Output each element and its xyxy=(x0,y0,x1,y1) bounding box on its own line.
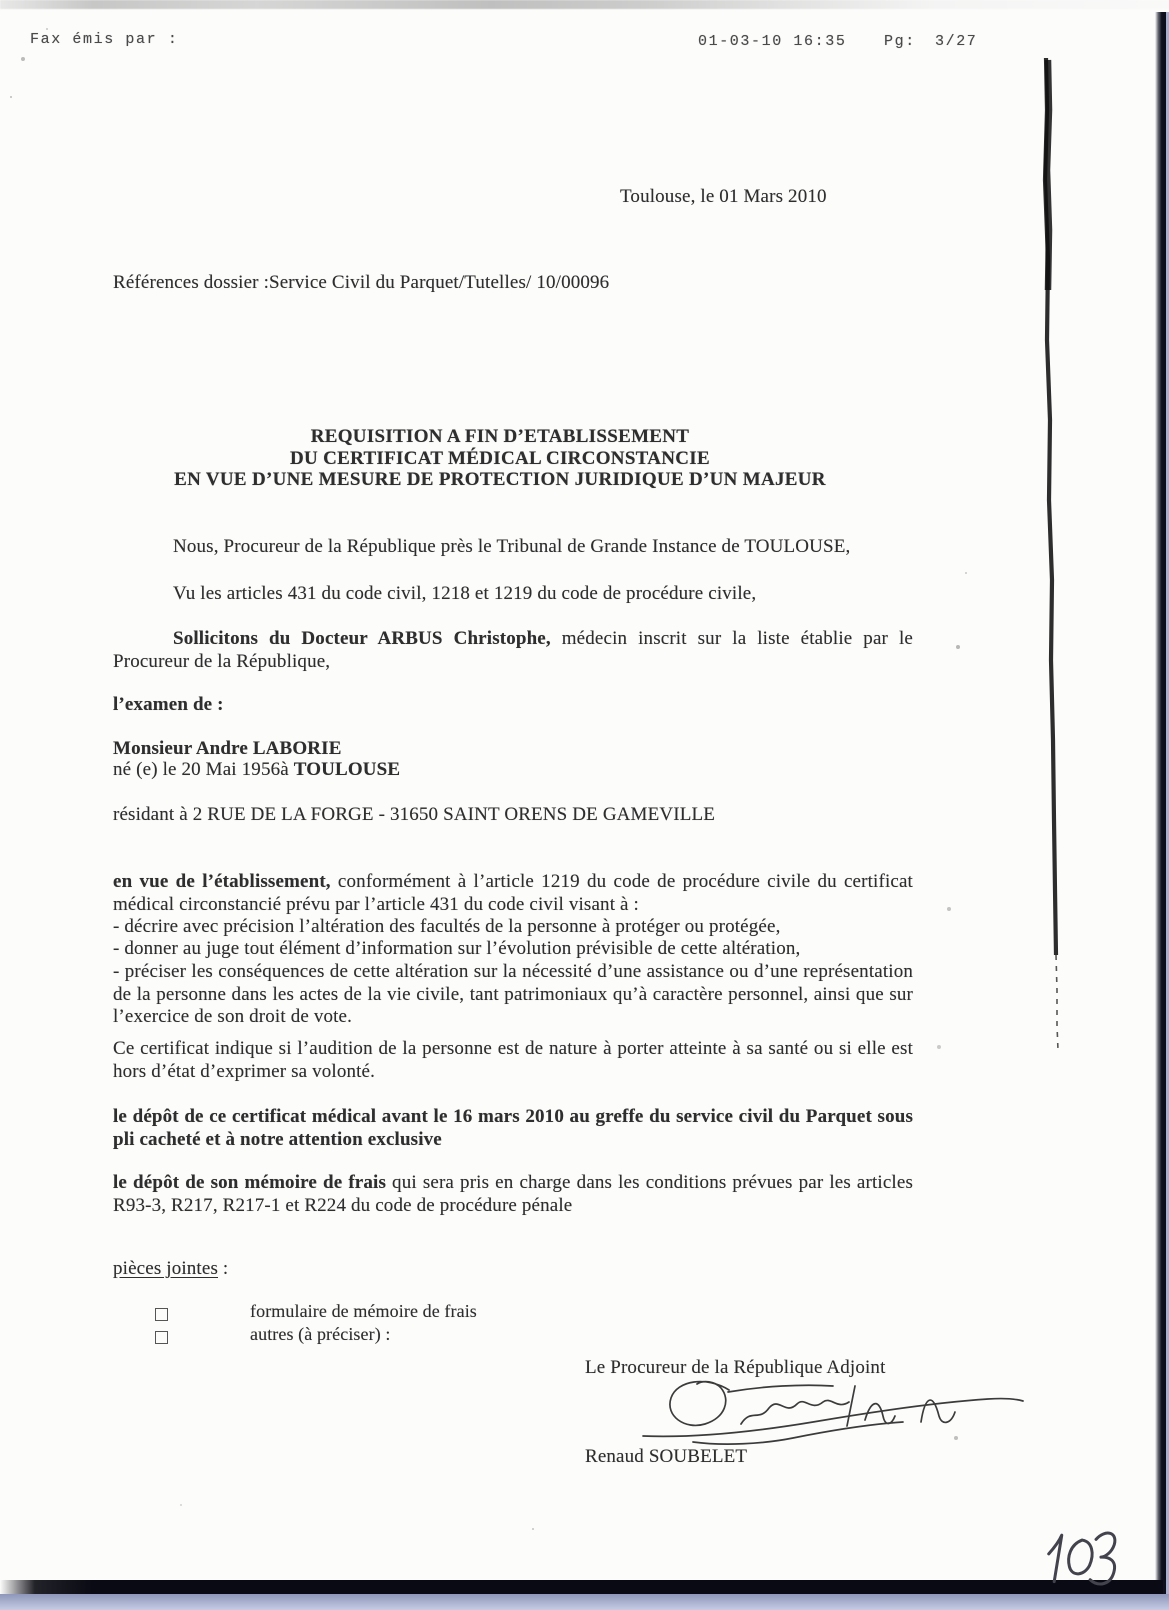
bullet-decrire: - décrire avec précision l’altération des facultés de la personne à protéger ou protégée, xyxy=(113,916,781,937)
pieces-jointes-colon: : xyxy=(218,1258,229,1279)
paragraph-vu: Vu les articles 431 du code civil, 1218 et 1219 du code de procédure civile, xyxy=(173,583,757,604)
reference-line: Références dossier :Service Civil du Parquet/Tutelles/ 10/00096 xyxy=(113,272,610,293)
paragraph-nous: Nous, Procureur de la République près le Tribunal de Grande Instance de TOULOUSE, xyxy=(173,536,851,557)
paragraph-certificat: Ce certificat indique si l’audition de la personne est de nature à porter atteinte à sa santé ou si elle est hors d’état d’exprimer sa volonté. xyxy=(113,1038,913,1082)
scan-artifact-bottom-edge xyxy=(0,1580,1163,1594)
signature-name: Renaud SOUBELET xyxy=(585,1446,748,1467)
sollicitons-normal-run: médecin inscrit sur la liste établie par le Procureur de la République, xyxy=(113,628,913,672)
checkbox-icon xyxy=(155,1308,168,1321)
fax-sender-label: Fax émis par : xyxy=(30,31,179,48)
en-vue-normal-run: conformément à l’article 1219 du code de procédure civile du certificat médical circonstancié prévu par l’article 431 du code civil visant à : xyxy=(113,871,913,915)
depot-memoire-normal-run: qui sera pris en charge dans les conditions prévues par les articles R93-3, R217, R217-1 et R224 du code de procédure pénale xyxy=(113,1172,913,1216)
paragraph-depot-memoire xyxy=(113,1172,913,1217)
handwritten-signature xyxy=(633,1372,1033,1452)
handwritten-page-number xyxy=(1036,1524,1131,1593)
attachment-row-autres xyxy=(155,1324,391,1347)
bullet-preciser: - préciser les conséquences de cette altération sur la nécessité d’une assistance ou d’une représentation de la personne dans les actes de la vie civile, tant patrimoniaux qu’à caractère personnel, ainsi que sur l’exercice de son droit de vote. xyxy=(113,961,913,1027)
birth-line xyxy=(113,759,913,782)
paragraph-sollicitons xyxy=(113,628,913,673)
bullet-donner: - donner au juge tout élément d’information sur l’évolution prévisible de cette altération, xyxy=(113,938,801,959)
attachment-row-formulaire xyxy=(155,1301,477,1324)
fax-page-label: Pg: xyxy=(884,33,916,50)
fax-datetime: 01-03-10 16:35 xyxy=(698,33,847,50)
sollicitons-bold-run: Sollicitons du Docteur ARBUS Christophe, xyxy=(173,628,551,649)
paragraph-examen: l’examen de : xyxy=(113,694,224,715)
scan-artifact-vertical-line xyxy=(1040,50,1070,1055)
document-title xyxy=(0,426,1000,491)
signature-title: Le Procureur de la République Adjoint xyxy=(585,1357,886,1378)
pieces-jointes-heading xyxy=(113,1258,913,1281)
person-name: Monsieur Andre LABORIE xyxy=(113,738,342,759)
scan-artifact-right-edge xyxy=(1155,12,1166,1596)
title-line-1: REQUISITION A FIN D’ETABLISSEMENT xyxy=(310,426,690,447)
city-date-line: Toulouse, le 01 Mars 2010 xyxy=(620,186,827,207)
title-line-2: DU CERTIFICAT MÉDICAL CIRCONSTANCIE xyxy=(290,447,710,469)
paragraph-depot-certificat: le dépôt de ce certificat médical avant le 16 mars 2010 au greffe du service civil du Parquet sous pli cacheté et à notre attention exclusive xyxy=(113,1106,913,1150)
depot-memoire-bold-run: le dépôt de son mémoire de frais xyxy=(113,1172,387,1193)
checkbox-icon xyxy=(155,1331,168,1344)
birth-city-run: TOULOUSE xyxy=(293,759,401,780)
attachment-label: formulaire de mémoire de frais xyxy=(250,1301,477,1321)
scan-specks xyxy=(0,0,2,2)
birth-prefix-run: né (e) le 20 Mai 1956à xyxy=(113,759,294,780)
fax-page-number: 3/27 xyxy=(935,33,978,50)
scan-artifact-top-band xyxy=(0,0,1169,9)
pieces-jointes-label: pièces jointes xyxy=(113,1258,218,1279)
scan-artifact-bottom-glow xyxy=(0,1594,1169,1610)
address-line: résidant à 2 RUE DE LA FORGE - 31650 SAINT ORENS DE GAMEVILLE xyxy=(113,804,715,825)
attachment-label: autres (à préciser) : xyxy=(250,1324,391,1344)
paragraph-en-vue xyxy=(113,871,913,916)
title-line-3: EN VUE D’UNE MESURE DE PROTECTION JURIDIQUE D’UN MAJEUR xyxy=(174,469,826,490)
en-vue-bold-run: en vue de l’établissement, xyxy=(113,871,331,892)
